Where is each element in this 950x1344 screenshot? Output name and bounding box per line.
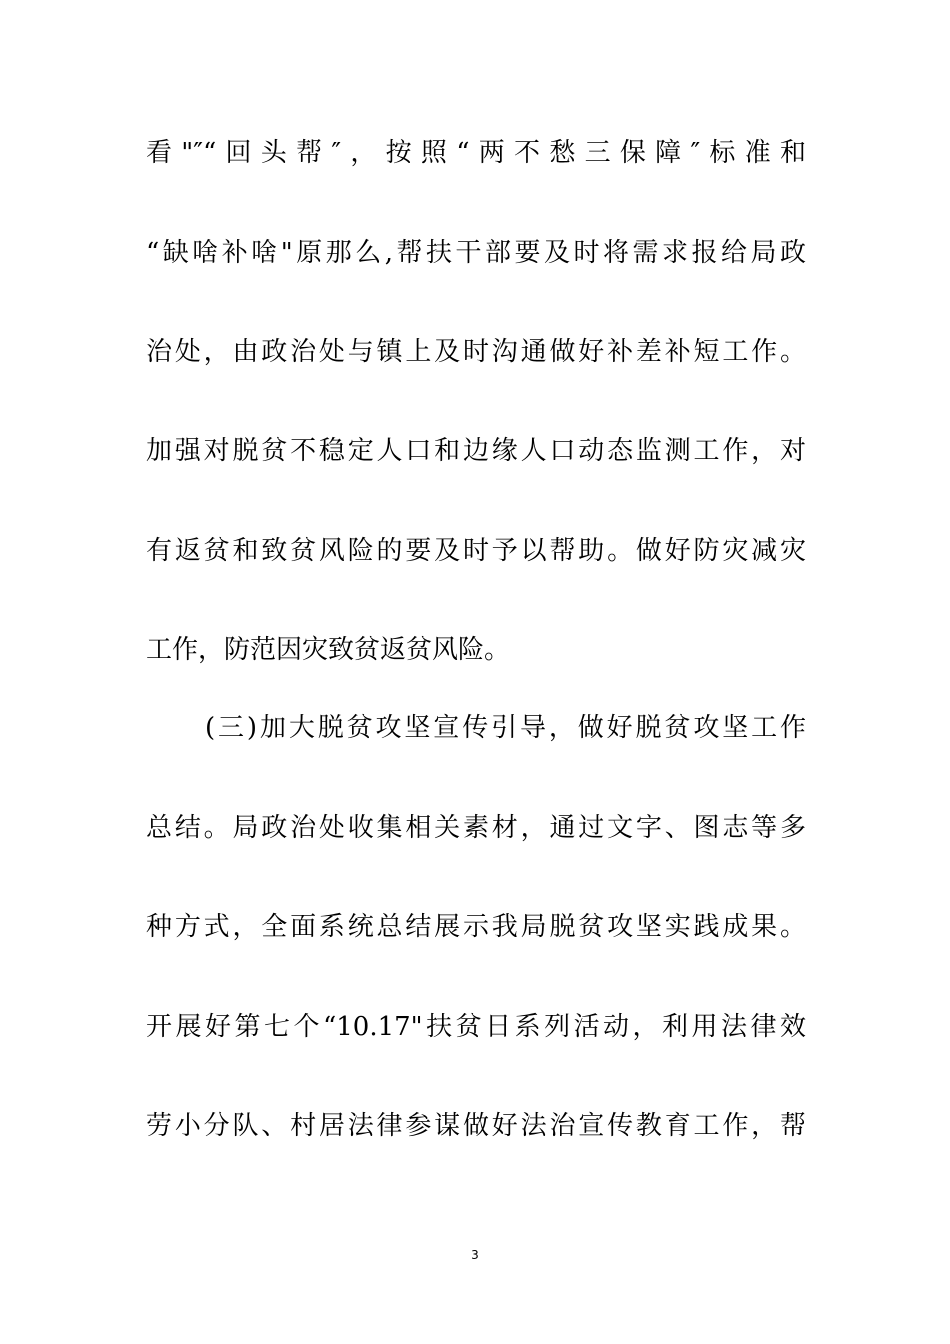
body-text-line: 劳小分队、村居法律参谋做好法治宣传教育工作，帮 — [146, 1111, 806, 1141]
section-heading-line: (三)加大脱贫攻坚宣传引导，做好脱贫攻坚工作 — [205, 713, 806, 743]
body-text-line: 种方式，全面系统总结展示我局脱贫攻坚实践成果。 — [146, 912, 806, 942]
body-text-line: 总结。局政治处收集相关素材，通过文字、图志等多 — [146, 813, 806, 843]
body-text-line: 加强对脱贫不稳定人口和边缘人口动态监测工作，对 — [146, 436, 806, 466]
body-text-line: “缺啥补啥"原那么,帮扶干部要及时将需求报给局政 — [146, 238, 806, 268]
body-text-line: 开展好第七个“10.17"扶贫日系列活动，利用法律效 — [146, 1012, 806, 1042]
body-text-line: 治处，由政治处与镇上及时沟通做好补差补短工作。 — [146, 337, 806, 367]
body-text-line: 看"″“回头帮″，按照“两不愁三保障″标准和 — [146, 138, 806, 168]
body-text-line: 工作，防范因灾致贫返贫风险。 — [146, 635, 511, 665]
body-text-line: 有返贫和致贫风险的要及时予以帮助。做好防灾减灾 — [146, 536, 806, 566]
page-number: 3 — [471, 1248, 479, 1262]
